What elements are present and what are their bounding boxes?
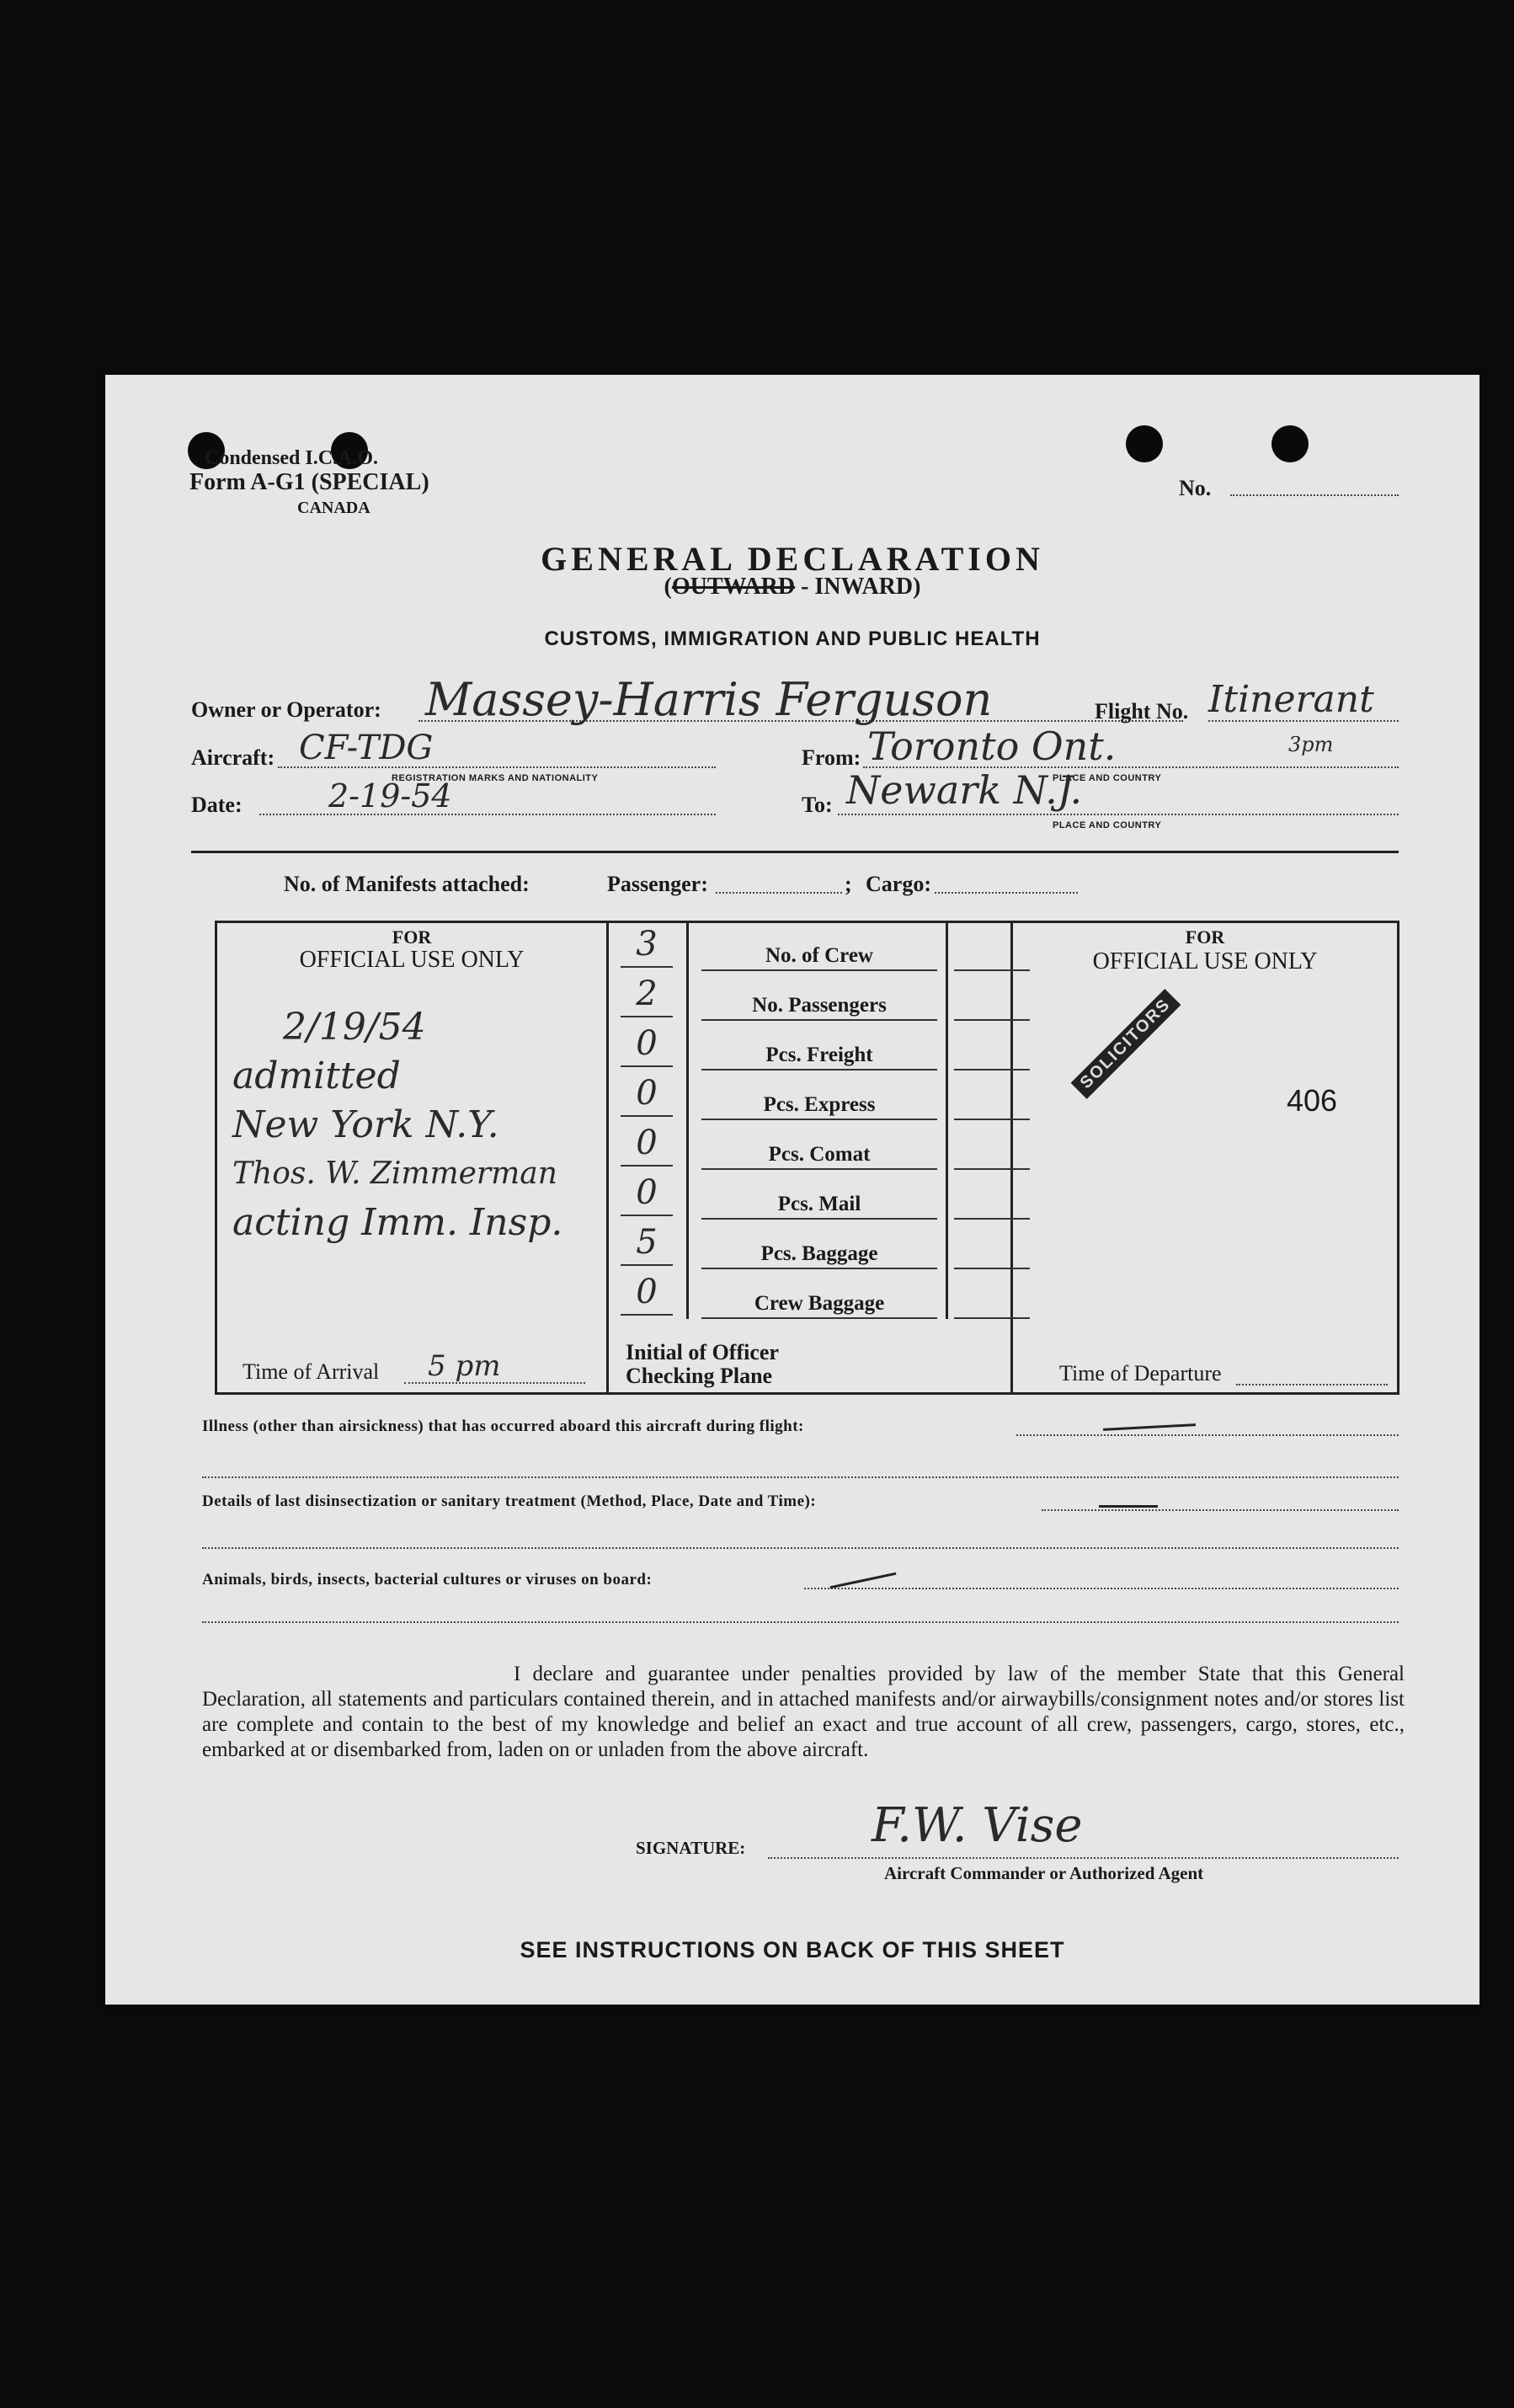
punch-hole xyxy=(1126,425,1163,462)
count-underline xyxy=(621,1314,673,1316)
row-count: 3 xyxy=(636,925,658,964)
count-underline xyxy=(621,1215,673,1216)
table-row xyxy=(609,973,1010,1022)
entry-number: 406 xyxy=(1287,1083,1338,1118)
declaration-sheet xyxy=(105,375,1479,2005)
official-notes xyxy=(232,1003,603,1247)
row-initial-field[interactable] xyxy=(954,1168,1030,1170)
outward-label: OUTWARD xyxy=(671,574,796,600)
signature-label: SIGNATURE: xyxy=(636,1838,746,1858)
from-value: Toronto Ont. xyxy=(867,723,1117,769)
passenger-manifest-field[interactable] xyxy=(716,892,842,894)
row-count: 0 xyxy=(636,1173,658,1212)
illness-field-2[interactable] xyxy=(202,1476,1399,1478)
declaration-text: I declare and guarantee under penalties provided by law of the member State that this General Declaration, all statements and particulars contained therein, and in attached manifests and/or airwaybills/consignment notes and/or stores list are complete and contain to the best of my knowledge and belief an exact and true account of all crew, passengers, cargo, stores, etc., embarked at or disembarked from, laden on or unladen from the above aircraft. xyxy=(202,1663,1405,1761)
row-initial-field[interactable] xyxy=(954,1268,1030,1269)
count-underline xyxy=(621,1065,673,1067)
paren-open: ( xyxy=(664,574,672,600)
row-count: 0 xyxy=(636,1024,658,1063)
divider xyxy=(191,851,1399,853)
disinsect-question: Details of last disinsectization or sanitary treatment (Method, Place, Date and Time): xyxy=(202,1492,817,1510)
initial-officer-label: Initial of Officer xyxy=(626,1340,779,1364)
count-underline xyxy=(621,966,673,968)
row-label-underline xyxy=(701,1168,937,1170)
cargo-manifest-field[interactable] xyxy=(935,892,1078,894)
cargo-table xyxy=(215,921,1399,1395)
country-label: CANADA xyxy=(297,499,371,517)
from-caption: PLACE AND COUNTRY xyxy=(1053,773,1162,783)
time-arrival-label: Time of Arrival xyxy=(243,1359,380,1384)
animals-field-2[interactable] xyxy=(202,1621,1399,1623)
count-rows xyxy=(609,923,1010,1319)
official-note-line: 2/19/54 xyxy=(283,1006,426,1049)
official-note-line: acting Imm. Insp. xyxy=(232,1201,563,1244)
row-count: 2 xyxy=(636,974,658,1013)
signature-caption: Aircraft Commander or Authorized Agent xyxy=(884,1863,1204,1883)
row-label: Pcs. Comat xyxy=(768,1143,871,1166)
illness-question: Illness (other than airsickness) that has occurred aboard this aircraft during flight: xyxy=(202,1418,804,1435)
punch-hole xyxy=(1271,425,1309,462)
left-official-label: OFFICIAL USE ONLY xyxy=(299,947,525,973)
disinsect-mark xyxy=(1099,1505,1158,1508)
disinsect-field[interactable] xyxy=(1042,1509,1399,1511)
animals-field[interactable] xyxy=(804,1588,1399,1589)
animals-question: Animals, birds, insects, bacterial cultures or viruses on board: xyxy=(202,1571,653,1588)
time-departure-label: Time of Departure xyxy=(1059,1361,1222,1386)
to-value: Newark N.J. xyxy=(846,767,1083,813)
form-label: Form A-G1 (SPECIAL) xyxy=(189,469,429,495)
count-underline xyxy=(621,1264,673,1266)
condensed-label: Condensed I.C.A.O. xyxy=(205,447,379,469)
official-note-line: Thos. W. Zimmerman xyxy=(232,1156,557,1191)
manifest-separator: ; xyxy=(845,872,852,896)
row-initial-field[interactable] xyxy=(954,1069,1030,1071)
row-label-underline xyxy=(701,1317,937,1319)
table-row xyxy=(609,1172,1010,1221)
table-divider xyxy=(686,923,689,1319)
no-field[interactable] xyxy=(1230,494,1399,496)
flight-value: Itinerant xyxy=(1208,678,1374,721)
row-label-underline xyxy=(701,969,937,971)
inward-label: - INWARD) xyxy=(801,574,921,600)
cargo-label: Cargo: xyxy=(866,872,931,896)
to-caption: PLACE AND COUNTRY xyxy=(1053,820,1162,830)
manifests-label: No. of Manifests attached: xyxy=(284,872,530,896)
row-initial-field[interactable] xyxy=(954,1119,1030,1120)
row-label-underline xyxy=(701,1069,937,1071)
page-title: GENERAL DECLARATION xyxy=(541,540,1044,578)
aircraft-value: CF-TDG xyxy=(299,729,434,767)
table-divider xyxy=(946,923,948,1319)
right-for-label: FOR xyxy=(1185,926,1225,948)
table-row xyxy=(609,923,1010,973)
from-label: From: xyxy=(802,745,861,770)
official-note-line: New York N.Y. xyxy=(232,1103,499,1146)
row-initial-field[interactable] xyxy=(954,1218,1030,1220)
row-count: 5 xyxy=(636,1223,658,1262)
illness-mark xyxy=(1103,1423,1196,1431)
row-count: 0 xyxy=(636,1124,658,1162)
table-row xyxy=(609,1221,1010,1271)
stamp: SOLICITORS xyxy=(1071,989,1181,1099)
direction-line xyxy=(105,574,1479,601)
footer-instructions: SEE INSTRUCTIONS ON BACK OF THIS SHEET xyxy=(520,1937,1065,1962)
table-row xyxy=(609,1022,1010,1072)
row-initial-field[interactable] xyxy=(954,1019,1030,1021)
row-label: No. Passengers xyxy=(752,994,887,1017)
table-row xyxy=(609,1271,1010,1321)
row-count: 0 xyxy=(636,1273,658,1311)
disinsect-field-2[interactable] xyxy=(202,1547,1399,1549)
aircraft-label: Aircraft: xyxy=(191,745,275,770)
aircraft-caption: REGISTRATION MARKS AND NATIONALITY xyxy=(392,773,599,783)
illness-field[interactable] xyxy=(1016,1434,1399,1436)
row-label: Pcs. Express xyxy=(763,1093,876,1116)
time-departure-field[interactable] xyxy=(1236,1384,1388,1386)
row-label: Pcs. Mail xyxy=(777,1193,861,1215)
row-label-underline xyxy=(701,1119,937,1120)
flight-label: Flight No. xyxy=(1095,699,1189,723)
row-label: No. of Crew xyxy=(765,944,873,967)
subtitle: CUSTOMS, IMMIGRATION AND PUBLIC HEALTH xyxy=(544,627,1041,650)
count-underline xyxy=(621,1016,673,1017)
row-count: 0 xyxy=(636,1074,658,1113)
to-field[interactable] xyxy=(838,814,1399,815)
signature-field[interactable] xyxy=(768,1857,1399,1859)
row-label-underline xyxy=(701,1268,937,1269)
owner-value: Massey-Harris Ferguson xyxy=(425,673,993,726)
row-label-underline xyxy=(701,1019,937,1021)
table-row xyxy=(609,1072,1010,1122)
checking-plane-label: Checking Plane xyxy=(626,1364,773,1388)
passenger-label: Passenger: xyxy=(607,872,708,896)
row-label: Pcs. Freight xyxy=(765,1044,873,1066)
left-for-label: FOR xyxy=(392,926,432,948)
row-label: Pcs. Baggage xyxy=(760,1242,878,1265)
signature-value: F.W. Vise xyxy=(872,1798,1083,1853)
date-label: Date: xyxy=(191,793,243,817)
from-time: 3pm xyxy=(1288,733,1334,756)
owner-label: Owner or Operator: xyxy=(191,697,381,722)
row-initial-field[interactable] xyxy=(954,1317,1030,1319)
time-arrival-value: 5 pm xyxy=(428,1349,501,1383)
to-label: To: xyxy=(802,793,833,817)
row-label: Crew Baggage xyxy=(754,1292,885,1315)
table-row xyxy=(609,1122,1010,1172)
official-note-line: admitted xyxy=(232,1055,401,1097)
right-official-label: OFFICIAL USE ONLY xyxy=(1092,948,1318,974)
count-underline xyxy=(621,1165,673,1167)
animals-mark xyxy=(830,1572,897,1589)
date-value: 2-19-54 xyxy=(328,777,452,814)
count-underline xyxy=(621,1115,673,1117)
table-divider xyxy=(1010,923,1013,1392)
no-label: No. xyxy=(1179,476,1212,500)
row-label-underline xyxy=(701,1218,937,1220)
